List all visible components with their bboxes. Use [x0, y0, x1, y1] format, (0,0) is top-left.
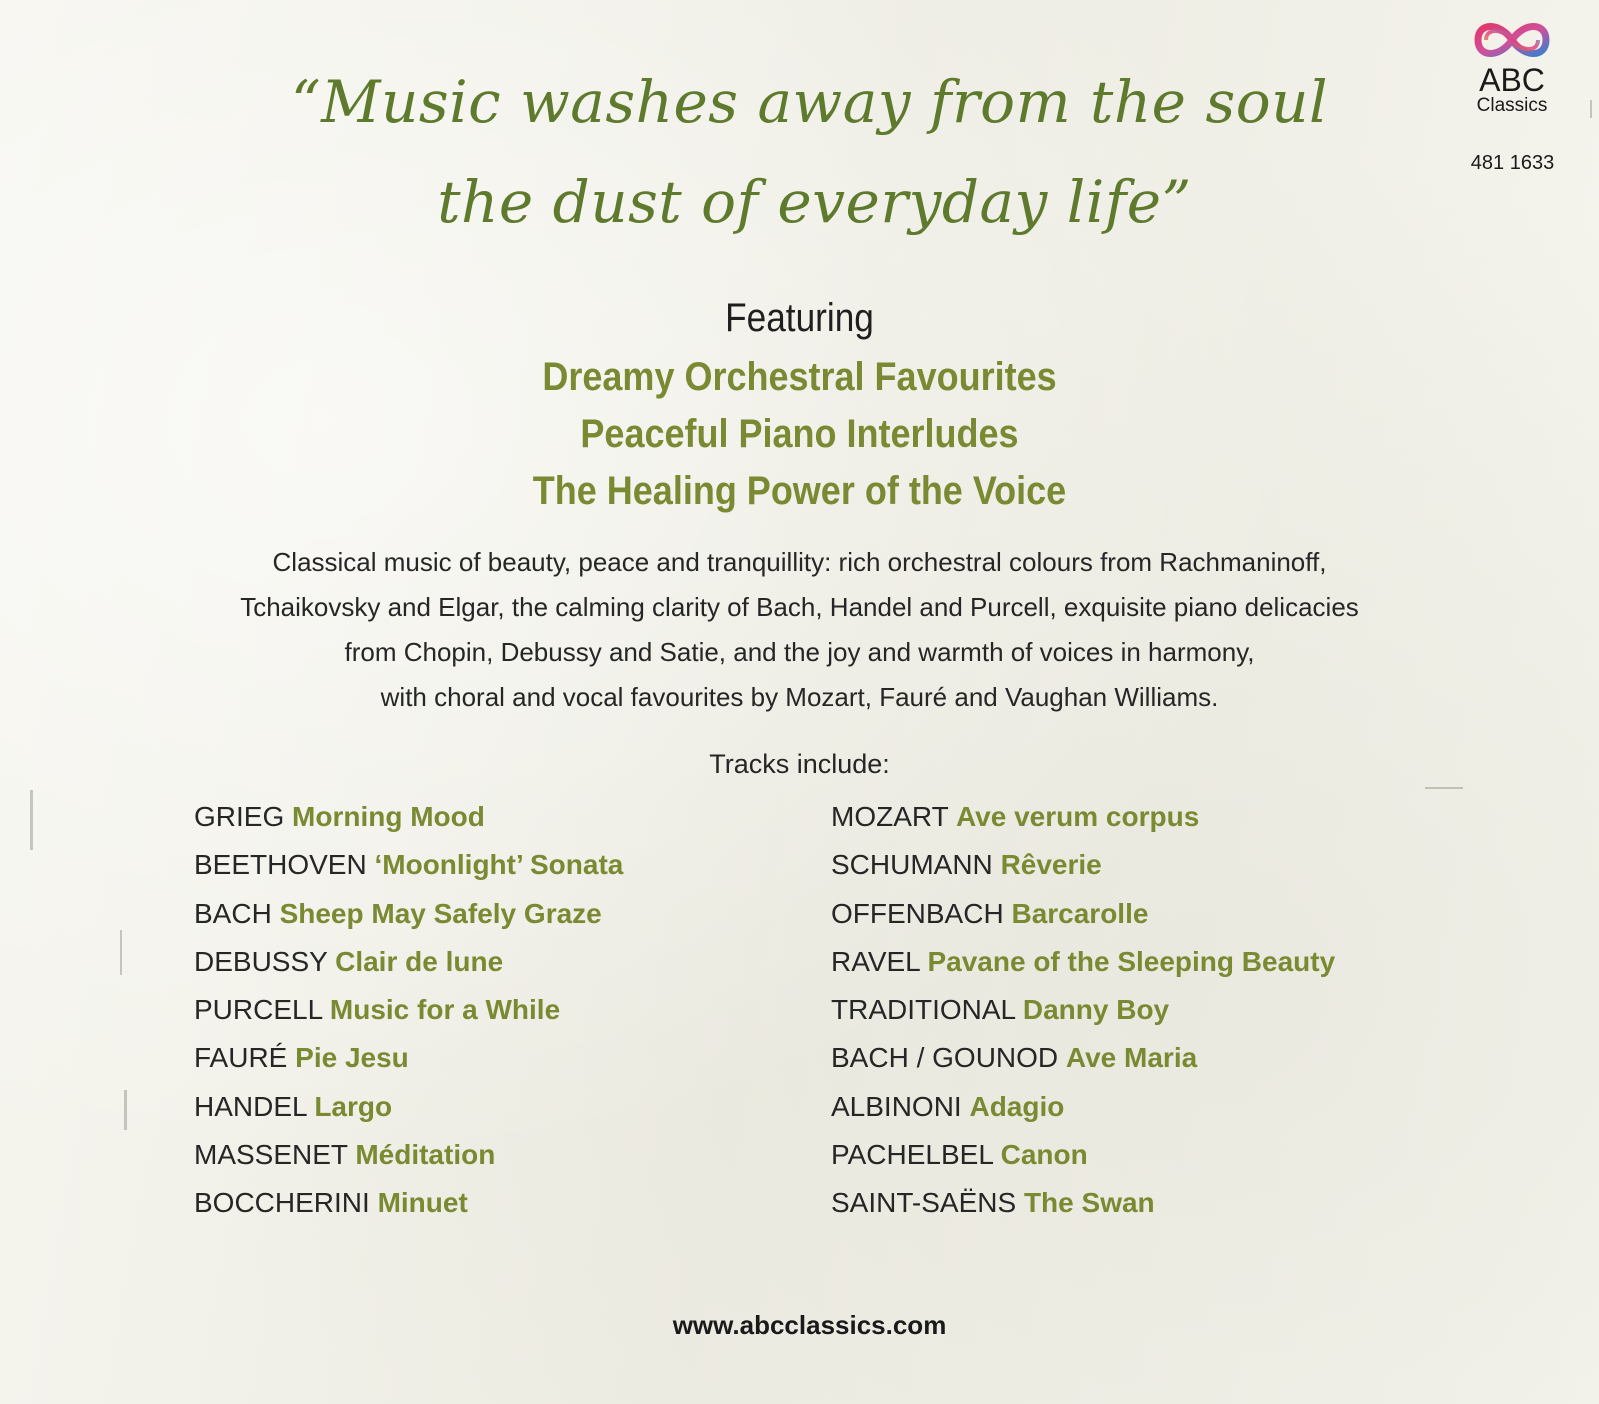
- track-title: Pavane of the Sleeping Beauty: [927, 945, 1336, 977]
- track-composer: PACHELBEL: [831, 1139, 993, 1171]
- track-item: [831, 990, 1335, 1038]
- track-item: [831, 845, 1335, 893]
- feature-item: The Healing Power of the Voice: [532, 469, 1067, 513]
- track-composer: MOZART: [831, 801, 949, 832]
- scuff-mark: [30, 790, 33, 850]
- quote-line-1: “Music washes away from the soul: [290, 68, 1329, 136]
- track-item: [194, 797, 623, 845]
- track-composer: DEBUSSY: [194, 945, 328, 977]
- track-item: [194, 990, 623, 1038]
- track-title: Pie Jesu: [295, 1042, 409, 1074]
- track-item: [194, 894, 623, 942]
- track-title: Ave verum corpus: [955, 801, 1200, 832]
- track-item: [194, 1038, 623, 1086]
- track-title: ‘Moonlight’ Sonata: [374, 849, 624, 881]
- track-item: [831, 1087, 1335, 1135]
- track-composer: GRIEG: [194, 801, 285, 832]
- track-title: Morning Mood: [292, 801, 485, 832]
- track-title: Canon: [1000, 1139, 1088, 1171]
- track-composer: BEETHOVEN: [194, 849, 367, 881]
- abc-ribbon-icon: [1472, 18, 1552, 62]
- track-item: [831, 894, 1335, 942]
- track-composer: MASSENET: [194, 1139, 348, 1171]
- track-composer: BOCCHERINI: [194, 1187, 370, 1219]
- scuff-mark: [124, 1090, 127, 1130]
- track-composer: BACH / GOUNOD: [831, 1042, 1059, 1074]
- track-title: Music for a While: [329, 994, 561, 1026]
- track-title: Minuet: [377, 1187, 468, 1219]
- track-item: [831, 1183, 1335, 1231]
- track-item: [831, 1135, 1335, 1183]
- track-composer: RAVEL: [831, 945, 920, 977]
- track-item: [831, 1038, 1335, 1086]
- logo-name: ABC: [1479, 62, 1545, 98]
- track-composer: SAINT-SAËNS: [831, 1187, 1017, 1219]
- track-title: Barcarolle: [1011, 897, 1149, 929]
- track-composer: BACH: [194, 897, 272, 929]
- track-item: [194, 1135, 623, 1183]
- track-list-left: [194, 797, 623, 1232]
- track-composer: HANDEL: [194, 1090, 307, 1122]
- catalog-number: 481 1633: [1470, 152, 1555, 174]
- track-item: [831, 797, 1335, 845]
- track-title: Ave Maria: [1065, 1042, 1198, 1074]
- track-item: [194, 942, 623, 990]
- track-title: Danny Boy: [1022, 994, 1170, 1026]
- description-line: Classical music of beauty, peace and tranquillity: rich orchestral colours from Rachmaninoff,: [272, 547, 1327, 577]
- description-line: Tchaikovsky and Elgar, the calming clarity of Bach, Handel and Purcell, exquisite piano delicacies: [240, 592, 1359, 622]
- track-composer: OFFENBACH: [831, 897, 1004, 929]
- track-composer: SCHUMANN: [831, 849, 993, 881]
- track-composer: PURCELL: [194, 994, 323, 1026]
- track-list-right: [831, 797, 1335, 1232]
- tracks-heading: Tracks include:: [709, 749, 890, 779]
- scuff-mark: [1590, 100, 1592, 118]
- feature-item: Dreamy Orchestral Favourites: [542, 355, 1057, 399]
- track-title: Clair de lune: [335, 945, 504, 977]
- track-title: Méditation: [355, 1139, 496, 1171]
- track-title: Sheep May Safely Graze: [279, 897, 602, 929]
- description-line: from Chopin, Debussy and Satie, and the joy and warmth of voices in harmony,: [344, 637, 1255, 667]
- track-composer: ALBINONI: [831, 1090, 962, 1122]
- track-title: Largo: [314, 1090, 393, 1122]
- description-line: with choral and vocal favourites by Mozart, Fauré and Vaughan Williams.: [380, 682, 1219, 712]
- track-item: [194, 1183, 623, 1231]
- quote-line-2: the dust of everyday life”: [437, 168, 1192, 236]
- track-composer: TRADITIONAL: [831, 994, 1016, 1026]
- scuff-mark: [120, 930, 122, 975]
- logo-subtitle: Classics: [1476, 95, 1548, 116]
- featuring-heading: Featuring: [725, 296, 874, 340]
- track-title: Rêverie: [1000, 849, 1102, 881]
- track-title: Adagio: [969, 1090, 1065, 1122]
- website-url: www.abcclassics.com: [672, 1310, 947, 1340]
- scuff-mark: [1425, 787, 1463, 789]
- track-composer: FAURÉ: [194, 1042, 288, 1074]
- track-item: [194, 1087, 623, 1135]
- track-item: [831, 942, 1335, 990]
- track-item: [194, 845, 623, 893]
- feature-item: Peaceful Piano Interludes: [580, 412, 1019, 456]
- track-title: The Swan: [1023, 1187, 1155, 1219]
